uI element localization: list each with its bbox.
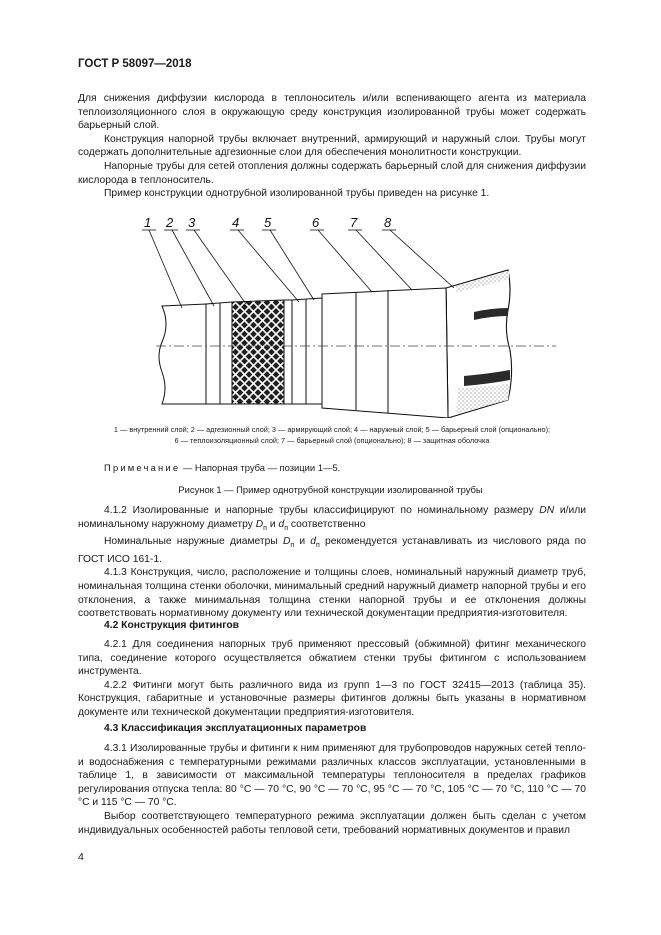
callout-1: 1	[144, 215, 152, 230]
s413-paragraph: 4.1.3 Конструкция, число, расположение и толщины слоев, номинальный наружный диаметр труб, номинальная толщина стенки оболочки, минимальный средний наружный диаметр напорной трубы и его отклонения, а также минимальная толщина стенки напорной трубы и ее отклонения должны соответствовать нормативному документу или технической документации предприятия-изготовителя.	[78, 567, 586, 620]
pipe-construction-figure	[78, 208, 588, 418]
pipe-diagram	[78, 208, 588, 418]
s412-text-d: Номинальные наружные диаметры	[104, 536, 283, 548]
figure-caption: Рисунок 1 — Пример однотрубной конструкции изолированной трубы	[178, 484, 483, 495]
section-4-2-title: 4.2 Конструкция фитингов	[104, 620, 240, 631]
d-inner-symbol: d	[310, 536, 317, 548]
d-outer-symbol: D	[282, 536, 291, 548]
callout-2: 2	[166, 215, 174, 230]
intro-paragraph-1: Для снижения диффузии кислорода в теплоноситель и/или вспенивающего агента из материала теплоизоляционного слоя в окружающую среду конструкция изолированной трубы может содержать барьерный слой.	[78, 93, 586, 132]
s412-text-e: рекомендуется устанавливать из числового ряда по ГОСТ ИСО 161-1.	[78, 536, 586, 565]
intro-paragraph-3: Напорные трубы для сетей отопления должны содержать барьерный слой для снижения диффузии кислорода в теплоноситель.	[78, 160, 586, 186]
callout-7: 7	[350, 215, 358, 230]
note-label: Примечание	[104, 462, 181, 473]
figure-legend	[78, 424, 586, 446]
section-4-3	[78, 742, 586, 837]
legend-line-1: 1 — внутренний слой; 2 — адгезионный слой; 3 — армирующий слой; 4 — наружный слой; 5 — барьерный слой (опционально);	[113, 425, 551, 434]
legend-line-2: 6 — теплоизоляционный слой; 7 — барьерный слой (опционально); 8 — защитная оболочка	[174, 436, 490, 445]
and-word: и	[294, 536, 311, 548]
section-4-3-title: 4.3 Классификация эксплуатационных параметров	[104, 723, 367, 734]
section-4-1-2	[78, 504, 586, 621]
intro-section	[78, 92, 586, 201]
d-outer-symbol: D	[255, 518, 264, 530]
sub-n: п	[284, 524, 288, 532]
s412-paragraph-2	[78, 535, 586, 566]
intro-paragraph-2: Конструкция напорной трубы включает внутренний, армирующий и наружный слои. Трубы могут содержать дополнительные адгезионные слои для обеспечения монолитности конструкции.	[78, 133, 586, 159]
s412-text-c: соответственно	[287, 518, 366, 530]
callout-6: 6	[312, 215, 320, 230]
sub-n: п	[290, 542, 295, 550]
s42-paragraph-2: 4.2.2 Фитинги могут быть различного вида из групп 1—3 по ГОСТ 32415—2013 (таблица 35). Конструкция, габаритные и установочные размеры фитингов должны быть указаны в нормативном документе или технической документации предприятия-изготовителя.	[78, 679, 586, 718]
callout-8: 8	[384, 215, 392, 230]
sub-n: п	[263, 524, 267, 532]
s43-paragraph-1: 4.3.1 Изолированные трубы и фитинги к ним применяют для трубопроводов наружных сетей тепло- и водоснабжения с температурными режимами различных классов эксплуатации, установленными в таблице 1, в зависимости от максимальной температуры теплоносителя в пределах графиков регулирования отпуска тепла: 80 °С — 70 °С, 90 °С — 70 °С, 95 °С — 70 °С, 105 °С — 70 °С, 110 °С — 70 °С и 115 °С — 70 °С.	[78, 743, 586, 809]
sub-n: п	[316, 542, 320, 550]
s43-paragraph-2: Выбор соответствующего температурного режима эксплуатации должен быть сделан с учетом индивидуальных особенностей работы тепловой сети, требований нормативных документов и правил	[78, 810, 586, 836]
section-4-2	[78, 638, 586, 720]
document-header: ГОСТ Р 58097—2018	[78, 58, 192, 70]
s412-text-b: и/или номинальному наружному диаметру	[78, 505, 586, 530]
callout-3: 3	[188, 215, 196, 230]
d-inner-symbol: d	[278, 518, 285, 530]
intro-paragraph-4: Пример конструкции однотрубной изолированной трубы приведен на рисунке 1.	[104, 188, 490, 200]
figure-note	[104, 462, 340, 473]
note-text: — Напорная труба — позиции 1—5.	[180, 462, 341, 473]
s412-paragraph-1	[78, 504, 586, 535]
page-number: 4	[78, 851, 84, 863]
callout-5: 5	[264, 215, 272, 230]
s42-paragraph-1: 4.2.1 Для соединения напорных труб применяют прессовый (обжимной) фитинг механического типа, соединение которого осуществляется обжатием стенки трубы фитингом с использованием инструмента.	[78, 639, 586, 678]
callout-4: 4	[232, 215, 240, 230]
dn-symbol: DN	[539, 505, 555, 516]
s412-text-a: 4.1.2 Изолированные и напорные трубы классифицируют по номинальному размеру	[104, 505, 540, 516]
and-word: и	[266, 518, 279, 530]
